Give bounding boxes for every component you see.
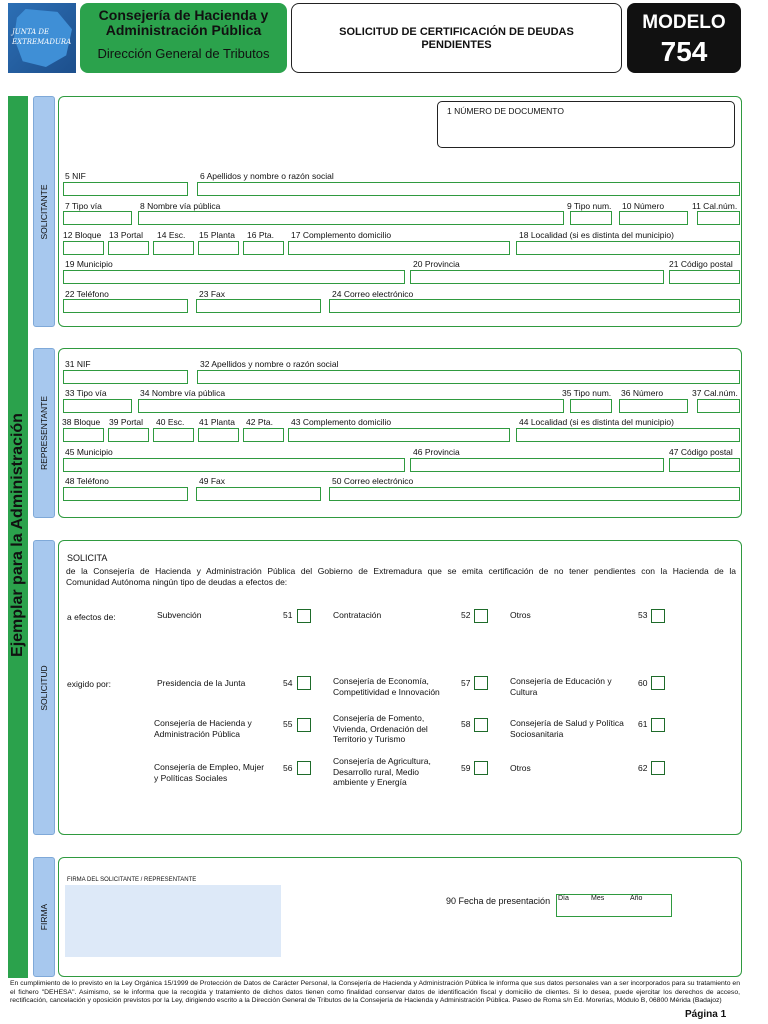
modelo-number: 754 xyxy=(660,36,708,67)
exigido-label-55 xyxy=(154,718,252,739)
checkbox-52[interactable] xyxy=(474,609,488,623)
efectos-label: a efectos de: xyxy=(67,612,116,622)
solicitante-apellidos-field[interactable] xyxy=(197,182,740,196)
copy-label: Ejemplar para la Administración xyxy=(9,413,26,657)
exigido-55-line2: Administración Pública xyxy=(154,728,240,739)
exigido-54-line1: Presidencia de la Junta xyxy=(157,678,246,688)
legal-footer: En cumplimiento de lo previsto en la Ley Orgánica 15/1999 de Protección de Datos de Carácter Personal, la Consejería de Hacienda y Administración Pública le informa que sus datos personales van a ser incorporados para su tratamiento en el fichero "DEHESA". Asimismo, se le informa que la recogida y tratamiento de dichos datos tienen como finalidad conservar datos de identificación fiscal y domicilio de clientes. Si lo desea, puede ejercitar los derechos de acceso, rectificación, cancelación y oposición previstos por la Ley, dirigiendo escrito a la Dirección General de Tributos de la Consejería de Hacienda y Administración Pública. Paseo de Roma s/n Ed. Morerías, Módulo B, 06800 Mérida (Badajoz) xyxy=(10,980,740,1004)
document-number-box[interactable] xyxy=(437,101,735,148)
org-name-line2: Administración Pública xyxy=(105,22,262,38)
solicitante-tipo-num-field[interactable] xyxy=(570,211,612,225)
representante-nombre-via-field[interactable] xyxy=(138,399,564,413)
exigido-code-55: 55 xyxy=(283,719,293,729)
junta-extremadura-logo xyxy=(8,3,76,73)
fecha-dia-label: Día xyxy=(558,895,569,902)
exigido-61-line1: Consejería de Salud y Política xyxy=(510,718,624,728)
representante-tipo-num-label: 35 Tipo num. xyxy=(562,388,612,398)
section-tab-representante xyxy=(33,348,55,518)
section-tab-firma-label: FIRMA xyxy=(39,903,49,931)
solicitante-provincia-label: 20 Provincia xyxy=(413,259,460,269)
solicitante-municipio-field[interactable] xyxy=(63,270,405,284)
checkbox-53[interactable] xyxy=(651,609,665,623)
fecha-field[interactable] xyxy=(556,894,672,917)
representante-complemento-field[interactable] xyxy=(288,428,510,442)
solicitante-correo-label: 24 Correo electrónico xyxy=(332,289,414,299)
exigido-label-54 xyxy=(157,678,245,689)
exigido-label-57 xyxy=(333,676,440,697)
checkbox-62[interactable] xyxy=(651,761,665,775)
representante-fax-label: 49 Fax xyxy=(199,476,225,486)
efecto-label-otros: Otros xyxy=(510,610,531,620)
solicitante-planta-field[interactable] xyxy=(198,241,239,255)
exigido-58-line3: Territorio y Turismo xyxy=(333,734,406,744)
representante-telefono-label: 48 Teléfono xyxy=(65,476,109,486)
solicitante-nombre-via-label: 8 Nombre vía pública xyxy=(140,201,221,211)
solicitante-nif-label: 5 NIF xyxy=(65,171,86,181)
representante-nombre-via-label: 34 Nombre vía pública xyxy=(140,388,226,398)
representante-tipo-via-label: 33 Tipo vía xyxy=(65,388,107,398)
solicitante-numero-field[interactable] xyxy=(619,211,688,225)
solicitante-provincia-field[interactable] xyxy=(410,270,664,284)
efecto-label-subvencion: Subvención xyxy=(157,610,202,620)
copy-side-strip xyxy=(8,96,28,978)
representante-correo-label: 50 Correo electrónico xyxy=(332,476,414,486)
exigido-60-line1: Consejería de Educación y xyxy=(510,676,612,686)
org-subtitle: Dirección General de Tributos xyxy=(97,46,270,61)
representante-correo-field[interactable] xyxy=(329,487,740,501)
solicitante-fax-label: 23 Fax xyxy=(199,289,225,299)
solicitante-pta-label: 16 Pta. xyxy=(247,230,274,240)
form-title-line1: SOLICITUD DE CERTIFICACIÓN DE DEUDAS xyxy=(339,26,574,38)
page-number: Página 1 xyxy=(685,1009,727,1020)
checkbox-54[interactable] xyxy=(297,676,311,690)
representante-localidad-field[interactable] xyxy=(516,428,740,442)
exigido-59-line1: Consejería de Agricultura, xyxy=(333,756,431,766)
exigido-56-line1: Consejería de Empleo, Mujer xyxy=(154,762,265,772)
exigido-57-line2: Competitividad e Innovación xyxy=(333,686,440,697)
exigido-55-line1: Consejería de Hacienda y xyxy=(154,718,252,728)
exigido-57-line1: Consejería de Economía, xyxy=(333,676,429,686)
solicitante-telefono-field[interactable] xyxy=(63,299,188,313)
organization-header xyxy=(80,3,287,73)
solicitante-cp-field[interactable] xyxy=(669,270,740,284)
representante-apellidos-field[interactable] xyxy=(197,370,740,384)
representante-cp-label: 47 Código postal xyxy=(669,447,733,457)
representante-municipio-field[interactable] xyxy=(63,458,405,472)
representante-complemento-label: 43 Complemento domicilio xyxy=(291,417,392,427)
solicitante-esc-label: 14 Esc. xyxy=(157,230,186,240)
solicitante-localidad-field[interactable] xyxy=(516,241,740,255)
representante-tipo-num-field[interactable] xyxy=(570,399,612,413)
solicitante-bloque-field[interactable] xyxy=(63,241,104,255)
fecha-label: 90 Fecha de presentación xyxy=(446,896,551,906)
solicitante-telefono-label: 22 Teléfono xyxy=(65,289,109,299)
checkbox-56[interactable] xyxy=(297,761,311,775)
section-tab-solicitante xyxy=(33,96,55,327)
representante-planta-field[interactable] xyxy=(198,428,239,442)
solicitante-nombre-via-field[interactable] xyxy=(138,211,564,225)
solicita-text-line2: Comunidad Autónoma ningún tipo de deudas a efectos de: xyxy=(66,577,288,587)
exigido-62-line1: Otros xyxy=(510,763,531,773)
exigido-label: exigido por: xyxy=(67,679,111,689)
exigido-56-line2: y Políticas Sociales xyxy=(154,772,228,783)
org-name-line1: Consejería de Hacienda y xyxy=(98,7,269,23)
section-tab-solicitud xyxy=(33,540,55,835)
exigido-code-60: 60 xyxy=(638,678,648,688)
representante-nif-label: 31 NIF xyxy=(65,359,91,369)
exigido-60-line2: Cultura xyxy=(510,686,538,697)
solicitante-complemento-label: 17 Complemento domicilio xyxy=(291,230,392,240)
solicitante-portal-label: 13 Portal xyxy=(109,230,144,240)
representante-localidad-label: 44 Localidad (si es distinta del municipio) xyxy=(519,417,674,427)
representante-apellidos-label: 32 Apellidos y nombre o razón social xyxy=(200,359,339,369)
exigido-label-61 xyxy=(510,718,624,739)
efecto-code-51: 51 xyxy=(283,610,293,620)
efecto-code-53: 53 xyxy=(638,610,648,620)
representante-bloque-label: 38 Bloque xyxy=(62,417,101,427)
solicitante-tipo-num-label: 9 Tipo num. xyxy=(567,201,612,211)
solicitante-tipo-via-label: 7 Tipo vía xyxy=(65,201,102,211)
representante-portal-label: 39 Portal xyxy=(109,417,144,427)
checkbox-60[interactable] xyxy=(651,676,665,690)
solicitante-bloque-label: 12 Bloque xyxy=(63,230,102,240)
representante-provincia-label: 46 Provincia xyxy=(413,447,460,457)
solicitante-cp-label: 21 Código postal xyxy=(669,259,733,269)
solicitante-localidad-label: 18 Localidad (si es distinta del municipio) xyxy=(519,230,674,240)
solicitante-pta-field[interactable] xyxy=(243,241,284,255)
representante-fax-field[interactable] xyxy=(196,487,321,501)
representante-numero-label: 36 Número xyxy=(621,388,664,398)
section-tab-solicitud-label: SOLICITUD xyxy=(39,664,49,711)
exigido-61-line2: Sociosanitaria xyxy=(510,728,564,739)
solicitante-planta-label: 15 Planta xyxy=(199,230,235,240)
exigido-label-60 xyxy=(510,676,612,697)
exigido-58-line2: Vivienda, Ordenación del xyxy=(333,723,428,734)
checkbox-57[interactable] xyxy=(474,676,488,690)
exigido-59-line3: ambiente y Energía xyxy=(333,777,407,787)
representante-municipio-label: 45 Municipio xyxy=(65,447,113,457)
representante-nif-field[interactable] xyxy=(63,370,188,384)
solicitante-portal-field[interactable] xyxy=(108,241,149,255)
signature-label: FIRMA DEL SOLICITANTE / REPRESENTANTE xyxy=(67,877,197,883)
logo-text: JUNTA DE EXTREMADURA xyxy=(12,28,72,46)
representante-cal-num-label: 37 Cal.núm. xyxy=(692,388,738,398)
exigido-59-line2: Desarrollo rural, Medio xyxy=(333,766,419,777)
section-tab-representante-label: REPRESENTANTE xyxy=(39,396,49,470)
solicitante-numero-label: 10 Número xyxy=(622,201,665,211)
representante-cal-num-field[interactable] xyxy=(697,399,740,413)
exigido-58-line1: Consejería de Fomento, xyxy=(333,713,425,723)
exigido-label-58 xyxy=(333,713,428,745)
exigido-label-56 xyxy=(154,762,264,783)
solicitante-nif-field[interactable] xyxy=(63,182,188,196)
fecha-mes-label: Mes xyxy=(591,895,605,902)
exigido-code-57: 57 xyxy=(461,678,471,688)
solicita-heading: SOLICITA xyxy=(67,553,108,563)
efecto-code-52: 52 xyxy=(461,610,471,620)
representante-pta-field[interactable] xyxy=(243,428,284,442)
representante-pta-label: 42 Pta. xyxy=(246,417,273,427)
exigido-code-54: 54 xyxy=(283,678,293,688)
solicitante-esc-field[interactable] xyxy=(153,241,194,255)
solicitante-cal-num-label: 11 Cal.núm. xyxy=(692,201,738,211)
solicitante-municipio-label: 19 Municipio xyxy=(65,259,113,269)
fecha-anio-label: Año xyxy=(630,895,643,902)
representante-esc-label: 40 Esc. xyxy=(156,417,185,427)
representante-planta-label: 41 Planta xyxy=(199,417,235,427)
representante-esc-field[interactable] xyxy=(153,428,194,442)
modelo-badge xyxy=(627,3,741,73)
solicitante-cal-num-field[interactable] xyxy=(697,211,740,225)
solicitante-fax-field[interactable] xyxy=(196,299,321,313)
representante-numero-field[interactable] xyxy=(619,399,688,413)
solicitante-complemento-field[interactable] xyxy=(288,241,510,255)
checkbox-59[interactable] xyxy=(474,761,488,775)
document-number-label: 1 NÚMERO DE DOCUMENTO xyxy=(447,106,564,116)
representante-bloque-field[interactable] xyxy=(63,428,104,442)
exigido-code-61: 61 xyxy=(638,719,648,729)
section-tab-firma xyxy=(33,857,55,977)
solicita-text-line1: de la Consejería de Hacienda y Administración Pública del Gobierno de Extremadura que se emita certificación de no tener pendientes con la Hacienda de la xyxy=(66,566,736,576)
efecto-label-contratacion: Contratación xyxy=(333,610,382,620)
exigido-code-59: 59 xyxy=(461,763,471,773)
checkbox-58[interactable] xyxy=(474,718,488,732)
solicitante-correo-field[interactable] xyxy=(329,299,740,313)
checkbox-61[interactable] xyxy=(651,718,665,732)
exigido-code-56: 56 xyxy=(283,763,293,773)
section-tab-solicitante-label: SOLICITANTE xyxy=(39,183,49,240)
signature-box[interactable] xyxy=(65,885,281,957)
representante-portal-field[interactable] xyxy=(108,428,149,442)
modelo-label: MODELO xyxy=(642,12,726,33)
solicitante-tipo-via-field[interactable] xyxy=(63,211,132,225)
representante-cp-field[interactable] xyxy=(669,458,740,472)
exigido-label-62 xyxy=(510,763,531,774)
representante-tipo-via-field[interactable] xyxy=(63,399,132,413)
form-title-line2: PENDIENTES xyxy=(421,39,492,51)
exigido-label-59 xyxy=(333,756,431,788)
solicitante-apellidos-label: 6 Apellidos y nombre o razón social xyxy=(200,171,334,181)
form-title xyxy=(292,26,621,52)
exigido-code-58: 58 xyxy=(461,719,471,729)
checkbox-51[interactable] xyxy=(297,609,311,623)
exigido-code-62: 62 xyxy=(638,763,648,773)
form-title-box xyxy=(291,3,622,73)
representante-telefono-field[interactable] xyxy=(63,487,188,501)
checkbox-55[interactable] xyxy=(297,718,311,732)
representante-provincia-field[interactable] xyxy=(410,458,664,472)
org-name xyxy=(80,8,287,38)
